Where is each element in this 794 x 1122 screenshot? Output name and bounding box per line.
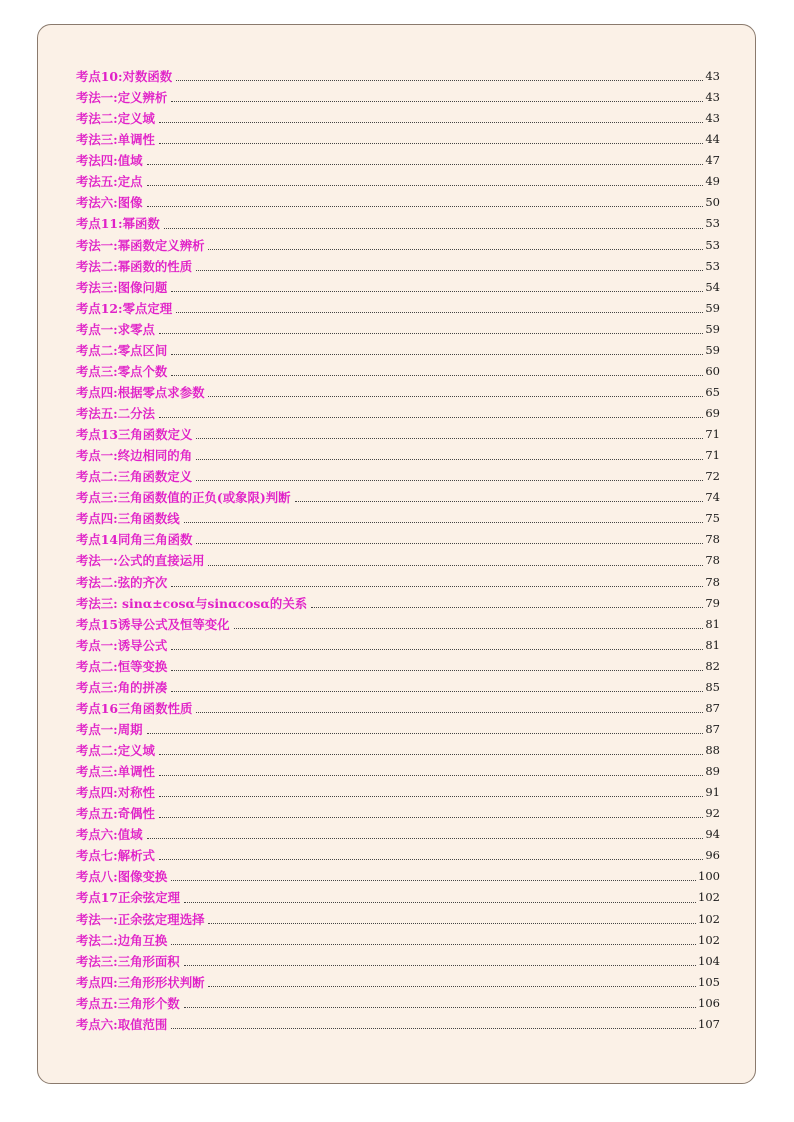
toc-entry-title: 考点三:角的拼凑 bbox=[76, 679, 168, 695]
toc-entry-title: 考点四:对称性 bbox=[76, 785, 155, 801]
toc-entry-page-number: 88 bbox=[705, 743, 720, 757]
toc-entry[interactable] bbox=[76, 319, 720, 340]
toc-entry-page-number: 102 bbox=[698, 890, 720, 905]
toc-entry-page-number: 49 bbox=[705, 174, 720, 189]
toc-entry-title: 考法三: sinα±cosα与sinαcosα的关系 bbox=[76, 595, 308, 611]
dot-leader bbox=[184, 1007, 696, 1008]
toc-entry-page-number: 69 bbox=[705, 406, 720, 420]
toc-entry[interactable] bbox=[76, 1014, 720, 1035]
toc-entry[interactable] bbox=[76, 761, 720, 782]
dot-leader bbox=[147, 164, 704, 165]
dot-leader bbox=[208, 565, 703, 566]
toc-entry-page-number: 59 bbox=[705, 321, 720, 336]
toc-entry[interactable] bbox=[76, 87, 720, 108]
dot-leader bbox=[184, 522, 704, 523]
toc-entry-title: 考点二:定义域 bbox=[76, 743, 155, 758]
toc-entry[interactable] bbox=[76, 340, 720, 361]
toc-entry-page-number: 82 bbox=[705, 658, 720, 673]
toc-entry-title: 考点六:值域 bbox=[76, 827, 143, 843]
dot-leader bbox=[159, 754, 703, 755]
dot-leader bbox=[196, 459, 703, 460]
toc-entry[interactable] bbox=[76, 256, 720, 277]
toc-entry-title: 考点11:幂函数 bbox=[76, 216, 160, 232]
dot-leader bbox=[208, 986, 696, 987]
toc-entry-title: 考点一:诱导公式 bbox=[76, 637, 168, 653]
dot-leader bbox=[196, 480, 703, 481]
toc-entry[interactable] bbox=[76, 108, 720, 129]
toc-entry[interactable] bbox=[76, 466, 720, 487]
dot-leader bbox=[147, 206, 704, 207]
toc-entry[interactable] bbox=[76, 277, 720, 298]
toc-entry[interactable] bbox=[76, 424, 720, 445]
toc-entry[interactable] bbox=[76, 235, 720, 256]
toc-entry[interactable] bbox=[76, 845, 720, 866]
dot-leader bbox=[159, 859, 703, 860]
toc-entry-page-number: 91 bbox=[705, 785, 720, 800]
toc-entry-page-number: 78 bbox=[705, 532, 720, 547]
toc-entry-title: 考点二:恒等变换 bbox=[76, 658, 168, 674]
dot-leader bbox=[159, 775, 703, 776]
toc-entry-title: 考点七:解析式 bbox=[76, 848, 155, 864]
toc-entry-page-number: 54 bbox=[705, 279, 720, 294]
toc-entry[interactable] bbox=[76, 824, 720, 845]
toc-entry-page-number: 47 bbox=[705, 153, 720, 168]
toc-entry-page-number: 78 bbox=[705, 553, 720, 568]
toc-entry[interactable] bbox=[76, 550, 720, 571]
toc-entry[interactable] bbox=[76, 66, 720, 87]
toc-entry-page-number: 87 bbox=[705, 721, 720, 736]
dot-leader bbox=[171, 1028, 696, 1029]
toc-entry-title: 考法六:图像 bbox=[76, 195, 143, 211]
dot-leader bbox=[184, 965, 696, 966]
toc-entry-title: 考点12:零点定理 bbox=[76, 300, 173, 316]
toc-entry-title: 考点三:零点个数 bbox=[76, 363, 168, 379]
toc-entry-title: 考法五:定点 bbox=[76, 174, 143, 190]
dot-leader bbox=[184, 902, 696, 903]
toc-entry[interactable] bbox=[76, 782, 720, 803]
toc-entry-page-number: 71 bbox=[705, 427, 720, 442]
toc-entry[interactable] bbox=[76, 930, 720, 951]
toc-entry[interactable] bbox=[76, 803, 720, 824]
toc-entry[interactable] bbox=[76, 382, 720, 403]
toc-entry-page-number: 81 bbox=[705, 637, 720, 652]
dot-leader bbox=[147, 733, 704, 734]
dot-leader bbox=[171, 880, 696, 881]
toc-entry[interactable] bbox=[76, 972, 720, 993]
dot-leader bbox=[295, 501, 704, 502]
toc-entry-title: 考点16三角函数性质 bbox=[76, 700, 193, 716]
toc-entry-page-number: 87 bbox=[705, 700, 720, 715]
dot-leader bbox=[159, 122, 703, 123]
dot-leader bbox=[176, 312, 703, 313]
dot-leader bbox=[171, 586, 703, 587]
toc-entry-title: 考点四:三角函数线 bbox=[76, 511, 180, 527]
toc-entry[interactable] bbox=[76, 698, 720, 719]
dot-leader bbox=[147, 185, 704, 186]
toc-entry[interactable] bbox=[76, 909, 720, 930]
toc-entry[interactable] bbox=[76, 403, 720, 424]
toc-entry-page-number: 50 bbox=[705, 195, 720, 210]
toc-entry-title: 考法一:幂函数定义辨析 bbox=[76, 237, 205, 253]
toc-entry-page-number: 81 bbox=[705, 616, 720, 631]
toc-entry[interactable] bbox=[76, 677, 720, 698]
toc-entry[interactable] bbox=[76, 361, 720, 382]
toc-entry-page-number: 43 bbox=[705, 111, 720, 126]
dot-leader bbox=[208, 923, 696, 924]
toc-entry-title: 考点一:周期 bbox=[76, 721, 143, 737]
dot-leader bbox=[159, 796, 703, 797]
toc-entry[interactable] bbox=[76, 593, 720, 614]
toc-entry-page-number: 43 bbox=[705, 90, 720, 105]
toc-entry-page-number: 104 bbox=[698, 953, 720, 968]
dot-leader bbox=[208, 249, 703, 250]
dot-leader bbox=[208, 396, 703, 397]
toc-entry-title: 考点14同角三角函数 bbox=[76, 532, 193, 548]
toc-entry[interactable] bbox=[76, 445, 720, 466]
dot-leader bbox=[171, 354, 703, 355]
dot-leader bbox=[196, 270, 703, 271]
toc-entry-title: 考点五:三角形个数 bbox=[76, 995, 180, 1011]
toc-entry-title: 考法一:正余弦定理选择 bbox=[76, 911, 205, 927]
toc-entry-page-number: 59 bbox=[705, 300, 720, 315]
toc-entry-page-number: 74 bbox=[705, 490, 720, 505]
toc-entry-title: 考点17正余弦定理 bbox=[76, 890, 180, 906]
toc-entry-title: 考法二:弦的齐次 bbox=[76, 574, 168, 590]
toc-entry[interactable] bbox=[76, 719, 720, 740]
toc-entry-title: 考点二:零点区间 bbox=[76, 342, 168, 358]
toc-entry[interactable] bbox=[76, 529, 720, 550]
toc-entry[interactable] bbox=[76, 614, 720, 635]
toc-entry-page-number: 72 bbox=[705, 469, 720, 484]
toc-entry-page-number: 102 bbox=[698, 932, 720, 947]
toc-entry-title: 考法三:三角形面积 bbox=[76, 953, 180, 969]
toc-entry-page-number: 59 bbox=[705, 342, 720, 357]
dot-leader bbox=[159, 417, 703, 418]
toc-entry-page-number: 94 bbox=[705, 827, 720, 842]
toc-entry-page-number: 102 bbox=[698, 911, 720, 926]
toc-entry-title: 考法二:定义域 bbox=[76, 111, 155, 127]
toc-entry[interactable] bbox=[76, 129, 720, 150]
dot-leader bbox=[171, 670, 703, 671]
toc-entry-page-number: 53 bbox=[705, 237, 720, 252]
table-of-contents bbox=[76, 66, 720, 1035]
toc-entry-page-number: 65 bbox=[705, 384, 720, 399]
toc-entry-page-number: 106 bbox=[698, 995, 720, 1010]
toc-entry-page-number: 60 bbox=[705, 363, 720, 378]
toc-entry[interactable] bbox=[76, 993, 720, 1014]
dot-leader bbox=[171, 375, 703, 376]
toc-entry[interactable] bbox=[76, 171, 720, 192]
dot-leader bbox=[234, 628, 704, 629]
toc-entry-title: 考法二:边角互换 bbox=[76, 932, 168, 948]
toc-entry-page-number: 78 bbox=[705, 574, 720, 589]
dot-leader bbox=[171, 649, 703, 650]
toc-entry-page-number: 96 bbox=[705, 848, 720, 863]
dot-leader bbox=[196, 438, 703, 439]
dot-leader bbox=[176, 80, 703, 81]
dot-leader bbox=[159, 143, 703, 144]
dot-leader bbox=[171, 691, 703, 692]
toc-entry[interactable] bbox=[76, 740, 720, 761]
toc-entry-page-number: 44 bbox=[705, 132, 720, 147]
toc-entry-title: 考点二:三角函数定义 bbox=[76, 469, 193, 485]
toc-entry[interactable] bbox=[76, 298, 720, 319]
toc-entry-title: 考法四:值域 bbox=[76, 153, 143, 169]
toc-entry[interactable] bbox=[76, 192, 720, 213]
toc-entry-page-number: 75 bbox=[705, 511, 720, 526]
dot-leader bbox=[196, 712, 703, 713]
dot-leader bbox=[311, 607, 703, 608]
toc-entry[interactable] bbox=[76, 150, 720, 171]
toc-entry-page-number: 53 bbox=[705, 216, 720, 231]
toc-entry-title: 考法二:幂函数的性质 bbox=[76, 258, 193, 274]
toc-entry-title: 考法一:公式的直接运用 bbox=[76, 553, 205, 569]
dot-leader bbox=[159, 333, 703, 334]
dot-leader bbox=[196, 543, 703, 544]
toc-entry-title: 考点四:三角形形状判断 bbox=[76, 974, 205, 990]
toc-entry-title: 考法五:二分法 bbox=[76, 406, 155, 421]
toc-entry-title: 考法三:单调性 bbox=[76, 132, 155, 148]
toc-entry-page-number: 92 bbox=[705, 806, 720, 821]
toc-entry-title: 考点五:奇偶性 bbox=[76, 806, 155, 822]
toc-entry-title: 考点一:求零点 bbox=[76, 321, 155, 337]
toc-entry[interactable] bbox=[76, 635, 720, 656]
toc-entry[interactable] bbox=[76, 951, 720, 972]
toc-entry-title: 考点10:对数函数 bbox=[76, 69, 173, 84]
toc-entry-page-number: 85 bbox=[705, 679, 720, 694]
toc-entry-page-number: 79 bbox=[705, 595, 720, 610]
toc-entry-title: 考法一:定义辨析 bbox=[76, 90, 168, 106]
toc-entry-title: 考点15诱导公式及恒等变化 bbox=[76, 616, 230, 632]
toc-entry[interactable] bbox=[76, 656, 720, 677]
toc-entry-title: 考点六:取值范围 bbox=[76, 1016, 168, 1032]
toc-entry-page-number: 105 bbox=[698, 974, 720, 989]
toc-entry-title: 考法三:图像问题 bbox=[76, 279, 168, 295]
dot-leader bbox=[171, 291, 703, 292]
dot-leader bbox=[159, 817, 703, 818]
toc-entry-page-number: 53 bbox=[705, 258, 720, 273]
toc-entry[interactable] bbox=[76, 572, 720, 593]
dot-leader bbox=[171, 101, 703, 102]
toc-entry-title: 考点八:图像变换 bbox=[76, 869, 168, 885]
toc-entry-page-number: 43 bbox=[705, 69, 720, 83]
toc-entry-page-number: 107 bbox=[698, 1016, 720, 1031]
toc-entry-page-number: 100 bbox=[698, 869, 720, 884]
toc-entry[interactable] bbox=[76, 887, 720, 908]
toc-entry[interactable] bbox=[76, 508, 720, 529]
toc-entry-page-number: 71 bbox=[705, 448, 720, 463]
toc-entry[interactable] bbox=[76, 487, 720, 508]
toc-entry-title: 考点四:根据零点求参数 bbox=[76, 384, 205, 400]
toc-entry-title: 考点一:终边相同的角 bbox=[76, 448, 193, 464]
toc-entry-title: 考点13三角函数定义 bbox=[76, 427, 193, 443]
toc-entry[interactable] bbox=[76, 213, 720, 234]
toc-entry[interactable] bbox=[76, 866, 720, 887]
dot-leader bbox=[171, 944, 696, 945]
toc-entry-title: 考点三:三角函数值的正负(或象限)判断 bbox=[76, 490, 291, 506]
dot-leader bbox=[164, 228, 704, 229]
toc-entry-page-number: 89 bbox=[705, 764, 720, 779]
toc-entry-title: 考点三:单调性 bbox=[76, 764, 155, 780]
dot-leader bbox=[147, 838, 704, 839]
